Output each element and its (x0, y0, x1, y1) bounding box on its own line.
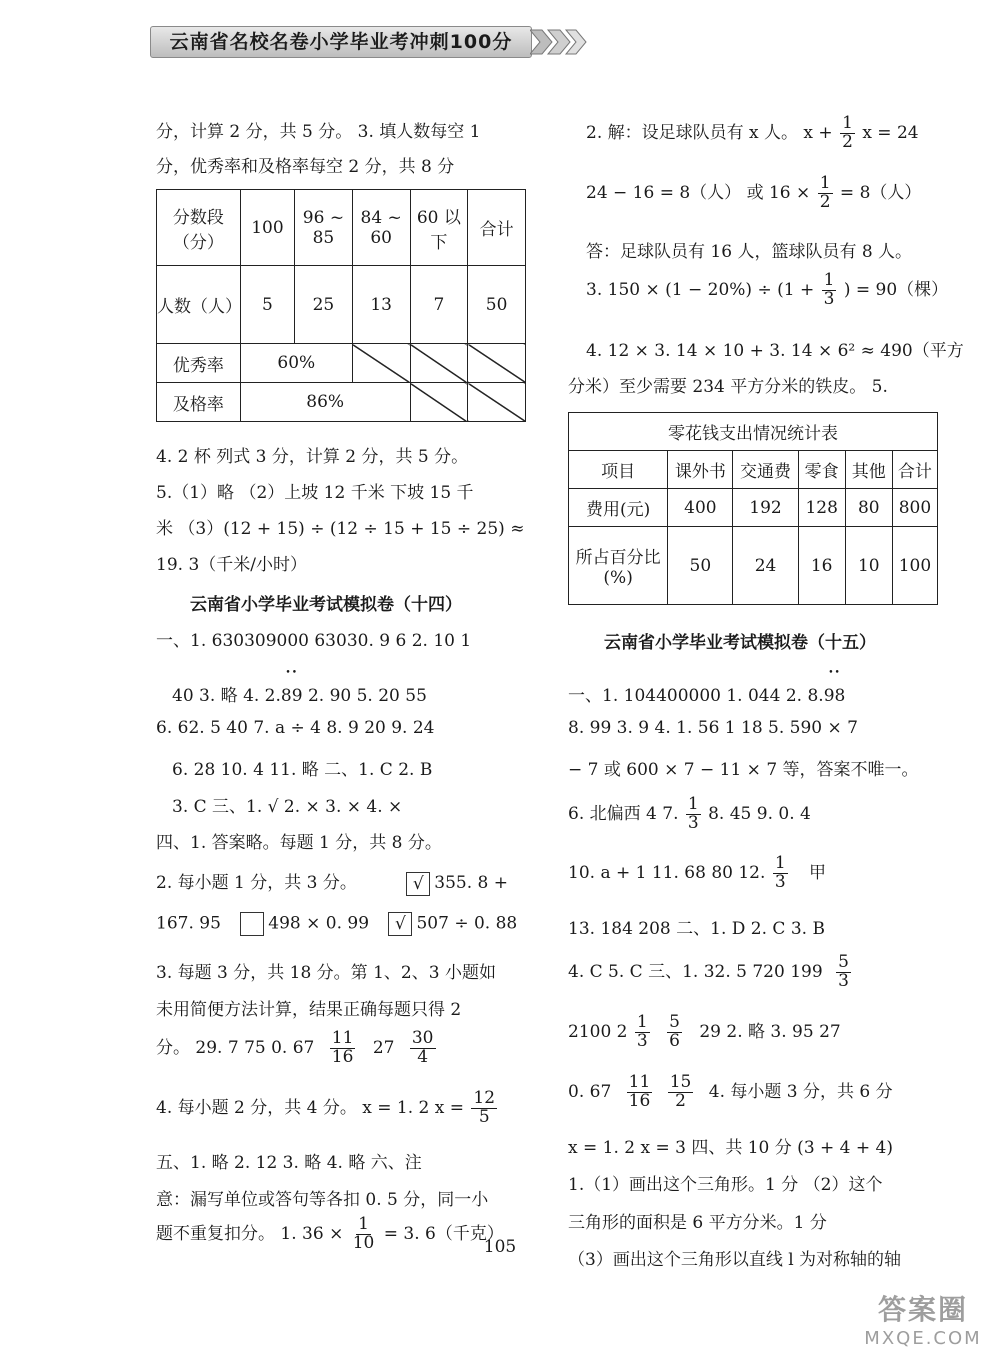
denominator: 3 (774, 871, 786, 892)
numerator: 1 (358, 1214, 369, 1234)
text-line (156, 1030, 438, 1067)
numerator: 1 (774, 853, 786, 873)
table-header-cell: 合计 (468, 190, 526, 266)
fraction (635, 1014, 650, 1051)
text-line (568, 855, 826, 892)
numerator: 5 (669, 1012, 680, 1032)
table-cell: 10 (845, 527, 892, 605)
text-span: 6. 北偏西 4 7. (568, 803, 679, 824)
text-span: 2. 每小题 1 分，共 3 分。 (156, 873, 357, 893)
denominator: 16 (628, 1090, 651, 1111)
text-span: 24 − 16 = 8（人） 或 16 × (586, 182, 811, 203)
table-header-cell: 零食 (798, 451, 845, 489)
header-banner: 云南省名校名卷小学毕业考冲刺100分 (150, 26, 532, 58)
fraction (686, 796, 701, 833)
table-row-label: 费用(元) (569, 489, 668, 527)
table-title: 零花钱支出情况统计表 (569, 413, 938, 451)
text-line (568, 681, 845, 706)
fraction (773, 855, 788, 892)
numerator: 30 (411, 1028, 434, 1048)
fraction (410, 1030, 436, 1067)
fraction (836, 954, 851, 991)
table-row-label: 及格率 (157, 383, 241, 422)
numerator: 5 (838, 952, 849, 972)
text-line (586, 115, 919, 152)
text-line: 意：漏写单位或答句等各扣 0. 5 分，同一小 (156, 1190, 489, 1210)
text-line: − 7 或 600 × 7 − 11 × 7 等，答案不唯一。 (568, 760, 919, 780)
text-line: 8. 99 3. 9 4. 1. 56 1 18 5. 590 × 7 (568, 718, 858, 738)
score-table (156, 189, 526, 422)
text-line (568, 1074, 893, 1111)
fraction (822, 272, 837, 309)
table-cell: 5 (240, 266, 294, 344)
page-number: 105 (483, 1237, 517, 1257)
checkbox-checked: √ (406, 872, 430, 896)
fraction (667, 1014, 682, 1051)
text-span: 498 × 0. 99 (268, 913, 370, 934)
table-header-cell: 交通费 (733, 451, 798, 489)
text-line: 13. 184 208 二、1. D 2. C 3. B (568, 919, 825, 939)
fraction (627, 1074, 653, 1111)
denominator: 4 (417, 1046, 429, 1067)
table-row-label: 所占百分比(%) (569, 527, 668, 605)
text-line (586, 272, 948, 309)
denominator: 3 (838, 970, 849, 991)
table-cell: 50 (468, 266, 526, 344)
diagonal-cell (410, 383, 468, 422)
text-span: 0. 67 (568, 1081, 612, 1102)
text-span: x = 24 (862, 122, 919, 143)
table-header-cell: 合计 (892, 451, 937, 489)
numerator: 12 (473, 1088, 496, 1108)
text-line: 一、1. 630309000 63030. 9 6 2. 10 1 (156, 631, 472, 651)
table-cell: 7 (410, 266, 468, 344)
denominator: 10 (352, 1232, 375, 1253)
table-cell: 16 (798, 527, 845, 605)
text-line: 分米）至少需要 234 平方分米的铁皮。 5. (568, 377, 888, 397)
text-line: 四、1. 答案略。每题 1 分，共 8 分。 (156, 833, 442, 853)
numerator: 11 (628, 1072, 651, 1092)
text-line: 3. 每题 3 分，共 18 分。第 1、2、3 小题如 (156, 963, 496, 983)
text-line: 五、1. 略 2. 12 3. 略 4. 略 六、注 (156, 1153, 422, 1173)
numerator: 1 (687, 794, 699, 814)
numerator: 1 (842, 113, 853, 133)
text-line: 三角形的面积是 6 平方分米。1 分 (568, 1213, 827, 1233)
table-cell: 100 (892, 527, 937, 605)
table-header-cell: 96 ~ 85 (295, 190, 353, 266)
text-span: ) = 90（棵） (843, 279, 949, 300)
table-header-cell: 84 ~ 60 (352, 190, 410, 266)
table-header-cell: 100 (240, 190, 294, 266)
table-cell: 60% (240, 344, 352, 383)
text-line: 6. 28 10. 4 11. 略 二、1. C 2. B (172, 760, 433, 780)
text-span: 4. 每小题 2 分，共 4 分。 x = 1. 2 x = (156, 1097, 464, 1118)
text-line (586, 175, 921, 212)
table-header-cell: 60 以下 (410, 190, 468, 266)
table-cell: 25 (295, 266, 353, 344)
text-span: 2100 2 (568, 1021, 628, 1042)
denominator: 2 (842, 131, 853, 152)
text-line: 19. 3（千米/小时） (156, 555, 307, 575)
denominator: 3 (687, 812, 699, 833)
text-span: 8. 45 9. 0. 4 (708, 803, 811, 824)
section-title: 云南省小学毕业考试模拟卷（十四） (190, 595, 462, 615)
diagonal-cell (352, 344, 410, 383)
numerator: 11 (331, 1028, 354, 1048)
text-span: 27 (372, 1037, 395, 1058)
table-cell: 24 (733, 527, 798, 605)
text-span: 29 2. 略 3. 95 27 (699, 1021, 841, 1042)
text-line (172, 681, 427, 706)
text-line: （3）画出这个三角形以直线 l 为对称轴的轴 (568, 1250, 902, 1270)
text-span: 507 ÷ 0. 88 (416, 913, 518, 934)
text-span: 一、1. 104400000 1. 044 2. 8. (568, 686, 824, 706)
text-span: = 3. 6（千克） (383, 1223, 504, 1244)
table-header-cell: 课外书 (668, 451, 733, 489)
checkbox-empty (240, 912, 264, 936)
denominator: 16 (331, 1046, 354, 1067)
text-span: 2. 解：设足球队员有 x 人。 x + (586, 122, 833, 143)
text-line: 1.（1）画出这个三角形。1 分 （2）这个 (568, 1175, 883, 1195)
section-title: 云南省小学毕业考试模拟卷（十五） (604, 633, 876, 653)
numerator: 1 (636, 1012, 648, 1032)
table-header-cell: 其他 (845, 451, 892, 489)
diagonal-cell (468, 344, 526, 383)
text-line: x = 1. 2 x = 3 四、共 10 分 (3 + 4 + 4) (568, 1138, 894, 1158)
watermark-text: MXQE.COM (864, 1328, 982, 1349)
numerator: 1 (823, 270, 835, 290)
table-cell: 192 (733, 489, 798, 527)
text-line: 5.（1）略 （2）上坡 12 千米 下坡 15 千 (156, 483, 474, 503)
fraction (471, 1090, 497, 1127)
table-header-cell: 项目 (569, 451, 668, 489)
checkbox-checked: √ (388, 912, 412, 936)
table-cell: 800 (892, 489, 937, 527)
text-line: 米 （3）(12 + 15) ÷ (12 ÷ 15 + 15 ÷ 25) ≈ (156, 519, 525, 539)
table-cell: 80 (845, 489, 892, 527)
table-cell: 86% (240, 383, 410, 422)
text-span: 40 3. 略 4. 2. (172, 686, 281, 706)
text-line: 答：足球队员有 16 人，篮球队员有 8 人。 (586, 242, 913, 262)
pocket-money-table (568, 412, 938, 605)
denominator: 5 (478, 1106, 490, 1127)
text-span: 2. 90 5. 20 55 (302, 686, 427, 706)
text-span: 分。 29. 7 75 0. 67 (156, 1037, 315, 1058)
repeating-decimal: 98 •• (824, 686, 846, 706)
table-cell: 50 (668, 527, 733, 605)
text-line: 分，优秀率和及格率每空 2 分，共 8 分 (156, 157, 455, 177)
watermark-logo (848, 1288, 998, 1360)
fraction (818, 175, 833, 212)
text-line: 分，计算 2 分，共 5 分。 3. 填人数每空 1 (156, 122, 481, 142)
table-cell: 128 (798, 489, 845, 527)
text-line (568, 954, 853, 991)
table-header-cell: 分数段（分） (157, 190, 241, 266)
diagonal-cell (410, 344, 468, 383)
table-cell: 400 (668, 489, 733, 527)
text-span: 题不重复扣分。 1. 36 × (156, 1223, 344, 1244)
fraction (840, 115, 855, 152)
chevron-arrows-icon (530, 26, 590, 58)
text-span: 甲 (809, 862, 827, 883)
text-span: 4. 每小题 3 分，共 6 分 (708, 1081, 893, 1102)
fraction (668, 1074, 694, 1111)
text-line: 4. 2 杯 列式 3 分，计算 2 分，共 5 分。 (156, 447, 469, 467)
text-line (156, 868, 508, 896)
text-line (156, 1090, 499, 1127)
text-span: 167. 95 (156, 913, 221, 934)
numerator: 15 (669, 1072, 692, 1092)
text-line: 4. 12 × 3. 14 × 10 + 3. 14 × 6² ≈ 490（平方 (586, 341, 964, 361)
repeating-decimal: 89 •• (281, 686, 303, 706)
text-span: 10. a + 1 11. 68 80 12. (568, 862, 766, 883)
text-line (568, 796, 811, 833)
text-line: 6. 62. 5 40 7. a ÷ 4 8. 9 20 9. 24 (156, 718, 435, 738)
fraction (330, 1030, 356, 1067)
text-line: 未用简便方法计算，结果正确每题只得 2 (156, 1000, 462, 1020)
denominator: 3 (636, 1030, 648, 1051)
text-span: = 8（人） (839, 182, 922, 203)
text-line: 3. C 三、1. √ 2. × 3. × 4. × (172, 797, 403, 817)
denominator: 2 (675, 1090, 686, 1111)
denominator: 6 (669, 1030, 680, 1051)
watermark-text: 答案圈 (877, 1293, 968, 1326)
text-line (568, 1014, 841, 1051)
denominator: 2 (819, 191, 831, 212)
text-span: 3. 150 × (1 − 20%) ÷ (1 + (586, 279, 815, 300)
text-span: 4. C 5. C 三、1. 32. 5 720 199 (568, 961, 823, 982)
table-row-label: 人数（人） (157, 266, 241, 344)
text-line (156, 912, 517, 936)
text-span: 355. 8 + (434, 873, 509, 893)
denominator: 3 (823, 288, 835, 309)
table-cell: 13 (352, 266, 410, 344)
numerator: 1 (819, 173, 831, 193)
diagonal-cell (468, 383, 526, 422)
table-row-label: 优秀率 (157, 344, 241, 383)
